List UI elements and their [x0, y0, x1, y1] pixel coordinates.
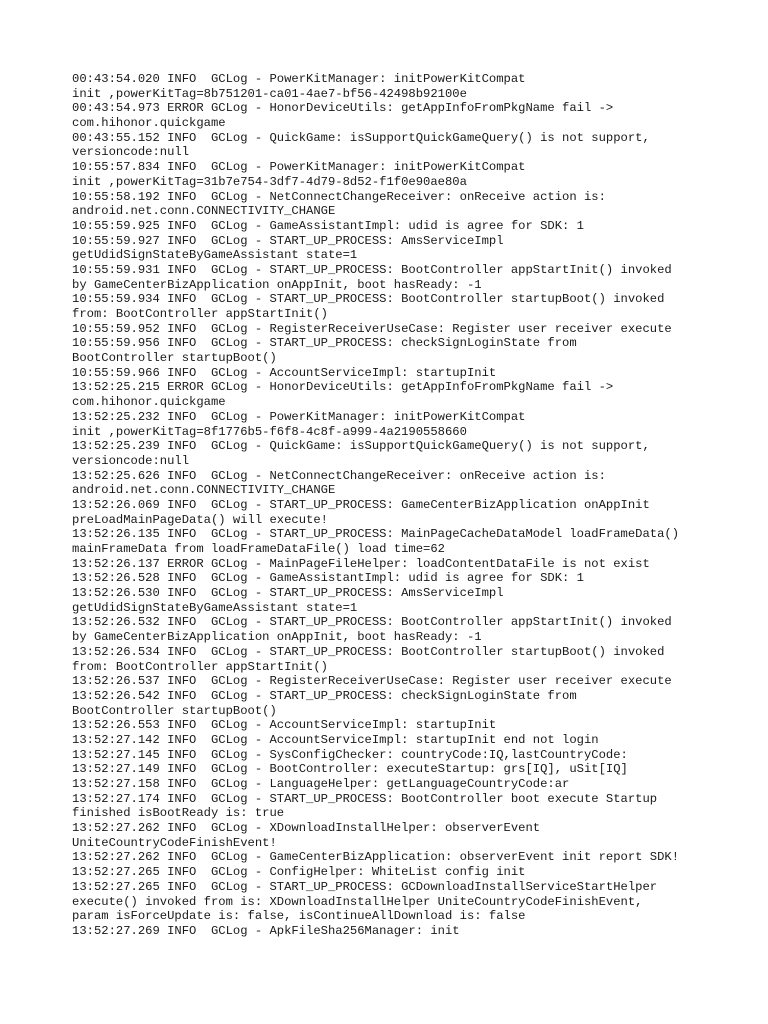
- log-line: param isForceUpdate is: false, isContinueAllDownload is: false: [72, 909, 526, 924]
- log-line: 13:52:26.135 INFO GCLog - START_UP_PROCESS: MainPageCacheDataModel loadFrameData(): [72, 527, 680, 542]
- log-line: by GameCenterBizApplication onAppInit, boot hasReady: -1: [72, 277, 482, 292]
- log-line: 13:52:27.265 INFO GCLog - ConfigHelper: WhiteList config init: [72, 865, 526, 880]
- log-line: 13:52:27.269 INFO GCLog - ApkFileSha256Manager: init: [72, 923, 460, 938]
- log-line: 13:52:25.239 INFO GCLog - QuickGame: isSupportQuickGameQuery() is not support,: [72, 439, 650, 454]
- log-line: versioncode:null: [72, 453, 190, 468]
- log-line: 00:43:54.020 INFO GCLog - PowerKitManager: initPowerKitCompat: [72, 72, 526, 86]
- log-line: getUdidSignStateByGameAssistant state=1: [72, 600, 358, 615]
- log-line: 13:52:26.530 INFO GCLog - START_UP_PROCESS: AmsServiceImpl: [72, 586, 504, 601]
- log-line: mainFrameData from loadFrameDataFile() load time=62: [72, 542, 445, 556]
- log-line: BootController startupBoot(): [72, 351, 277, 366]
- log-line: preLoadMainPageData() will execute!: [72, 512, 328, 527]
- log-line: 10:55:59.925 INFO GCLog - GameAssistantImpl: udid is agree for SDK: 1: [72, 218, 584, 233]
- log-line: android.net.conn.CONNECTIVITY_CHANGE: [72, 204, 336, 219]
- log-line: 10:55:58.192 INFO GCLog - NetConnectChangeReceiver: onReceive action is:: [72, 189, 606, 204]
- log-line: init ,powerKitTag=8b751201-ca01-4ae7-bf56-42498b92100e: [72, 86, 467, 101]
- log-line: 13:52:26.537 INFO GCLog - RegisterReceiverUseCase: Register user receiver execute: [72, 674, 672, 689]
- log-line: 10:55:57.834 INFO GCLog - PowerKitManager: initPowerKitCompat: [72, 160, 526, 175]
- log-line: execute() invoked from is: XDownloadInstallHelper UniteCountryCodeFinishEvent,: [72, 894, 643, 909]
- log-line: 13:52:25.626 INFO GCLog - NetConnectChangeReceiver: onReceive action is:: [72, 468, 606, 483]
- log-line: 13:52:27.265 INFO GCLog - START_UP_PROCESS: GCDownloadInstallServiceStartHelper: [72, 879, 658, 894]
- log-line: 13:52:27.145 INFO GCLog - SysConfigChecker: countryCode:IQ,lastCountryCode:: [72, 747, 628, 762]
- log-line: 13:52:27.149 INFO GCLog - BootController: executeStartup: grs[IQ], uSit[IQ]: [72, 762, 628, 777]
- log-line: 00:43:54.973 ERROR GCLog - HonorDeviceUtils: getAppInfoFromPkgName fail ->: [72, 101, 614, 116]
- log-line: 13:52:25.215 ERROR GCLog - HonorDeviceUtils: getAppInfoFromPkgName fail ->: [72, 380, 614, 395]
- log-line: 13:52:26.553 INFO GCLog - AccountServiceImpl: startupInit: [72, 718, 497, 733]
- log-line: com.hihonor.quickgame: [72, 395, 226, 410]
- log-line: from: BootController appStartInit(): [72, 307, 328, 321]
- log-line: init ,powerKitTag=31b7e754-3df7-4d79-8d52-f1f0e90ae80a: [72, 174, 467, 189]
- log-text-block: [72, 72, 712, 939]
- log-line: 13:52:27.174 INFO GCLog - START_UP_PROCESS: BootController boot execute Startup: [72, 791, 658, 806]
- log-line: 10:55:59.927 INFO GCLog - START_UP_PROCESS: AmsServiceImpl: [72, 233, 504, 248]
- log-line: 13:52:27.262 INFO GCLog - GameCenterBizApplication: observerEvent init report SDK!: [72, 850, 680, 865]
- log-line: 13:52:26.532 INFO GCLog - START_UP_PROCESS: BootController appStartInit() invoked: [72, 615, 672, 630]
- log-line: init ,powerKitTag=8f1776b5-f6f8-4c8f-a999-4a2190558660: [72, 424, 467, 439]
- log-line: 10:55:59.931 INFO GCLog - START_UP_PROCESS: BootController appStartInit() invoked: [72, 262, 672, 277]
- log-line: 13:52:27.158 INFO GCLog - LanguageHelper: getLanguageCountryCode:ar: [72, 777, 570, 791]
- log-line: 00:43:55.152 INFO GCLog - QuickGame: isSupportQuickGameQuery() is not support,: [72, 130, 650, 145]
- log-line: 10:55:59.934 INFO GCLog - START_UP_PROCESS: BootController startupBoot() invoked: [72, 292, 665, 307]
- log-line: 13:52:26.069 INFO GCLog - START_UP_PROCESS: GameCenterBizApplication onAppInit: [72, 497, 650, 512]
- log-line: android.net.conn.CONNECTIVITY_CHANGE: [72, 483, 336, 498]
- log-line: 10:55:59.952 INFO GCLog - RegisterReceiverUseCase: Register user receiver execute: [72, 321, 672, 336]
- log-line: 13:52:26.528 INFO GCLog - GameAssistantImpl: udid is agree for SDK: 1: [72, 571, 584, 586]
- log-line: from: BootController appStartInit(): [72, 659, 328, 674]
- log-line: 10:55:59.966 INFO GCLog - AccountServiceImpl: startupInit: [72, 365, 497, 380]
- log-line: versioncode:null: [72, 145, 190, 160]
- log-line: 13:52:26.137 ERROR GCLog - MainPageFileHelper: loadContentDataFile is not exist: [72, 556, 650, 571]
- log-line: 13:52:25.232 INFO GCLog - PowerKitManager: initPowerKitCompat: [72, 409, 526, 424]
- log-line: 13:52:27.262 INFO GCLog - XDownloadInstallHelper: observerEvent: [72, 821, 541, 836]
- log-line: getUdidSignStateByGameAssistant state=1: [72, 248, 358, 263]
- log-line: com.hihonor.quickgame: [72, 116, 226, 131]
- log-line: 13:52:26.534 INFO GCLog - START_UP_PROCESS: BootController startupBoot() invoked: [72, 644, 665, 659]
- log-line: 13:52:26.542 INFO GCLog - START_UP_PROCESS: checkSignLoginState from: [72, 688, 577, 703]
- log-line: BootController startupBoot(): [72, 703, 277, 718]
- log-line: UniteCountryCodeFinishEvent!: [72, 835, 277, 850]
- log-line: finished isBootReady is: true: [72, 806, 285, 821]
- log-line: by GameCenterBizApplication onAppInit, boot hasReady: -1: [72, 630, 482, 645]
- log-line: 13:52:27.142 INFO GCLog - AccountServiceImpl: startupInit end not login: [72, 732, 599, 747]
- log-line: 10:55:59.956 INFO GCLog - START_UP_PROCESS: checkSignLoginState from: [72, 336, 577, 351]
